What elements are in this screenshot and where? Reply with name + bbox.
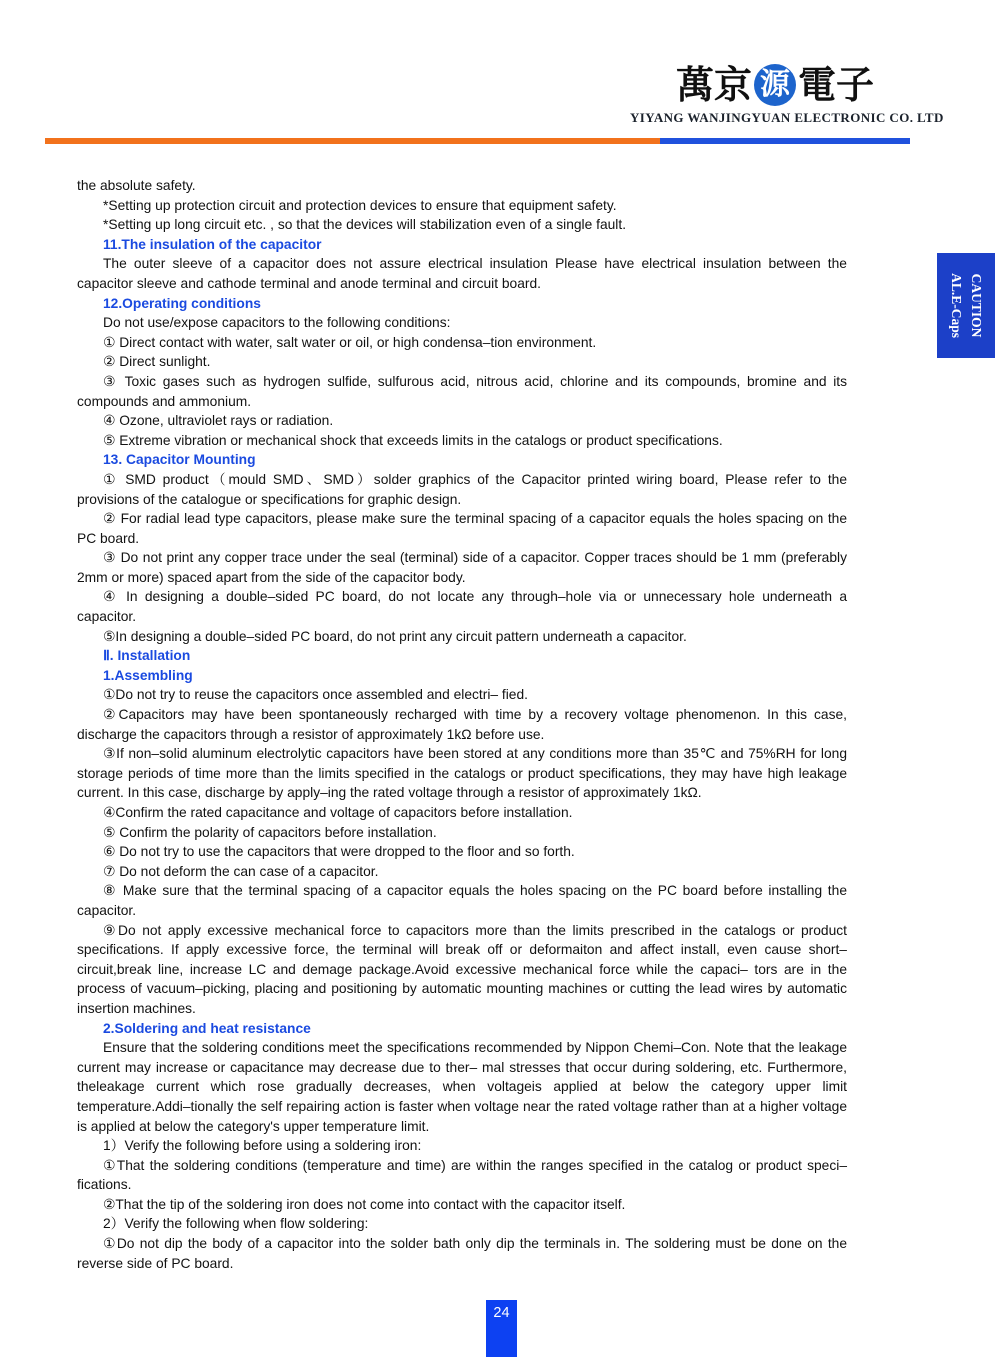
paragraph: ④Confirm the rated capacitance and voltage of capacitors before installation. [103, 805, 573, 820]
paragraph: ④ Ozone, ultraviolet rays or radiation. [103, 413, 334, 429]
paragraph: The outer sleeve of a capacitor does not assure electrical insulation Please have electrical insulation between the capacitor sleeve and cathode terminal and anode terminal and circuit board. [77, 256, 847, 291]
content-blocks [77, 176, 847, 1273]
paragraph: ② Direct sunlight. [103, 354, 211, 370]
paragraph: ⑦ Do not deform the can case of a capacitor. [103, 863, 379, 879]
paragraph: ④ In designing a double–sided PC board, do not locate any through–hole via or unnecessary hole underneath a capacitor. [77, 589, 847, 625]
paragraph: ①Do not dip the body of a capacitor into the solder bath only dip the terminals in. The soldering must be done on the reverse side of PC board. [77, 1236, 847, 1271]
paragraph: ①Do not try to reuse the capacitors once assembled and electri– fied. [103, 687, 528, 703]
paragraph: ③If non–solid aluminum electrolytic capacitors have been stored at any conditions more than 35℃ and 75%RH for long storage periods of time more than the limits specified in the catalogs or product specifications, they may have high leakage current. In this case, discharge by apply–ing the rated voltage through a resistor of approximately 1kΩ. [77, 746, 847, 801]
paragraph: 1）Verify the following before using a soldering iron: [103, 1138, 422, 1154]
section-heading: 13. Capacitor Mounting [103, 452, 256, 468]
header-rule-blue-segment [660, 138, 910, 144]
page-number-box [486, 1300, 517, 1357]
paragraph: ②Capacitors may have been spontaneously recharged with time by a recovery voltage phenomenon. In this case, discharge the capacitors through a resistor of approximately 1kΩ before use. [77, 707, 847, 742]
paragraph: *Setting up long circuit etc. , so that the devices will stabilization even of a single fault. [103, 217, 627, 233]
paragraph: ⑤ Confirm the polarity of capacitors before installation. [103, 824, 437, 840]
paragraph: ① SMD product（mould SMD、SMD）solder graphics of the Capacitor printed wiring board, Please refer to the provisions of the catalogue or specifications for graphic design. [77, 471, 847, 507]
paragraph: 2）Verify the following when flow soldering: [103, 1216, 369, 1232]
logo-text-right: 電子 [798, 63, 875, 107]
logo-circle-icon: 源 [754, 64, 796, 106]
caution-tab-line2: AL.E-Caps [949, 273, 965, 338]
paragraph: ③ Toxic gases such as hydrogen sulfide, sulfurous acid, nitrous acid, chlorine and its compounds, bromine and its compounds and ammonium. [77, 373, 847, 409]
paragraph: Ensure that the soldering conditions meet the specifications recommended by Nippon Chemi–Con. Note that the leakage current may increase or capacitance may decrease due to ther– mal stresses that occur during soldering, etc. Furthermore, theleakage current which rose gradually decreases, when voltageis applied at below the category upper limit temperature.Addi–tionally the self repairing action is faster when voltage near the rated voltage rather than at a higher voltage is applied at below the category's upper temperature limit. [77, 1040, 847, 1134]
company-logo [630, 63, 944, 126]
paragraph: ①That the soldering conditions (temperature and time) are within the ranges specified in the catalog or product speci–fications. [77, 1157, 847, 1193]
paragraph: Do not use/expose capacitors to the following conditions: [103, 315, 451, 331]
caution-tab-line1: CAUTION [968, 273, 984, 338]
logo-text-left: 萬京 [675, 63, 752, 107]
logo-cjk-text [630, 64, 920, 106]
section-heading: 1.Assembling [103, 667, 193, 683]
paragraph: ⑥ Do not try to use the capacitors that were dropped to the floor and so forth. [103, 844, 575, 860]
section-heading: 12.Operating conditions [103, 295, 261, 311]
paragraph: ⑨Do not apply excessive mechanical force to capacitors more than the limits prescribed in the catalogs or product specifications. If apply excessive force, the terminal will break off or deformaiton and affect install, even cause short–circuit,break line, increase LC and demage package.Avoid excessive mechanical force while the capaci– tors are in the process of vacuum–picking, placing and positioning by automatic mounting machines or cutting the lead wires by automatic insertion machines. [77, 922, 847, 1016]
caution-tab-text [946, 273, 985, 338]
paragraph: ③ Do not print any copper trace under the seal (terminal) side of a capacitor. Copper traces should be 1 mm (preferably 2mm or more) spaced apart from the side of the capacitor body. [77, 550, 847, 585]
caution-side-tab [937, 253, 995, 358]
section-heading: Ⅱ. Installation [103, 648, 191, 664]
paragraph: ②That the tip of the soldering iron does not come into contact with the capacitor itself. [103, 1196, 626, 1212]
header-rule-orange-segment [45, 138, 660, 144]
paragraph: ① Direct contact with water, salt water or oil, or high condensa–tion environment. [103, 334, 597, 350]
paragraph: ⑧ Make sure that the terminal spacing of a capacitor equals the holes spacing on the PC board before installing the capacitor. [77, 883, 847, 918]
section-heading: 2.Soldering and heat resistance [103, 1020, 311, 1036]
paragraph: *Setting up protection circuit and protection devices to ensure that equipment safety. [103, 197, 617, 213]
company-name: YIYANG WANJINGYUAN ELECTRONIC CO. LTD [630, 110, 944, 125]
paragraph: the absolute safety. [77, 178, 196, 193]
header-rule [45, 138, 910, 144]
paragraph: ⑤In designing a double–sided PC board, do not print any circuit pattern underneath a capacitor. [103, 628, 687, 644]
section-heading: 11.The insulation of the capacitor [103, 236, 322, 252]
page-number: 24 [493, 1305, 510, 1321]
paragraph: ② For radial lead type capacitors, please make sure the terminal spacing of a capacitor equals the holes spacing on the PC board. [77, 511, 847, 546]
paragraph: ⑤ Extreme vibration or mechanical shock that exceeds limits in the catalogs or product specifications. [103, 432, 723, 448]
